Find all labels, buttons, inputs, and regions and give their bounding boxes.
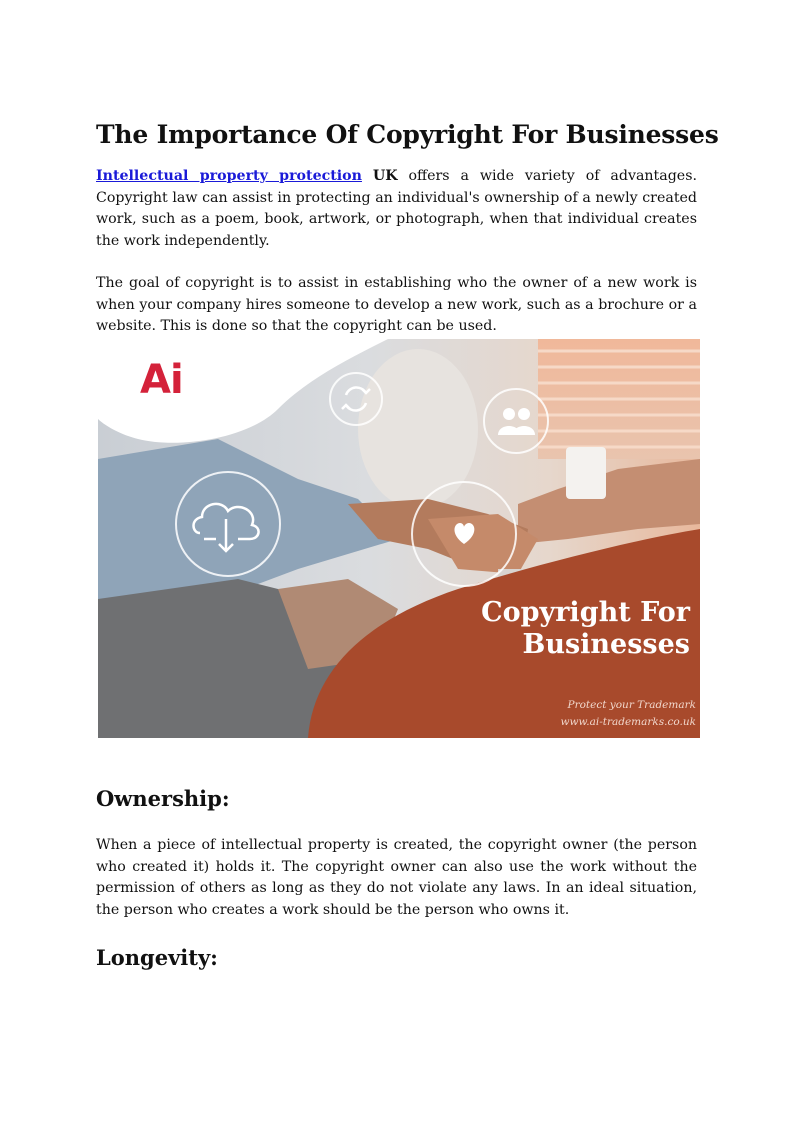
uk-bold-text: UK <box>372 168 398 184</box>
ai-logo: Ai <box>140 357 183 403</box>
goal-paragraph: The goal of copyright is to assist in establishing who the owner of a new work is when your company hires someone to develop a new work, such as a brochure or a website. This is done so that the copyright can be used. <box>96 275 697 335</box>
intro-paragraph <box>96 166 697 252</box>
banner-website: www.ai-trademarks.co.uk <box>560 716 696 728</box>
banner-tagline <box>561 697 696 731</box>
page-title: The Importance Of Copyright For Businesses <box>96 120 719 149</box>
banner-title-line2: Businesses <box>522 629 690 660</box>
longevity-heading: Longevity: <box>96 945 218 970</box>
banner-artwork <box>98 339 700 738</box>
copyright-banner-image <box>98 339 700 738</box>
ownership-heading: Ownership: <box>96 786 230 811</box>
intro-rest-text: offers a wide variety of advantages. Copyright law can assist in protecting an individual's ownership of a newly created work, such as a poem, book, artwork, or photograph, when that individual creates the work independently. <box>96 168 697 249</box>
banner-title <box>481 597 690 661</box>
banner-title-line1: Copyright For <box>481 597 690 628</box>
banner-tagline-text: Protect your Trademark <box>567 699 696 711</box>
ownership-paragraph: When a piece of intellectual property is created, the copyright owner (the person who created it) holds it. The copyright owner can also use the work without the permission of others as long as they do not violate any laws. In an ideal situation, the person who creates a work should be the person who owns it. <box>96 837 697 918</box>
ip-protection-link[interactable]: Intellectual property protection <box>96 168 362 184</box>
